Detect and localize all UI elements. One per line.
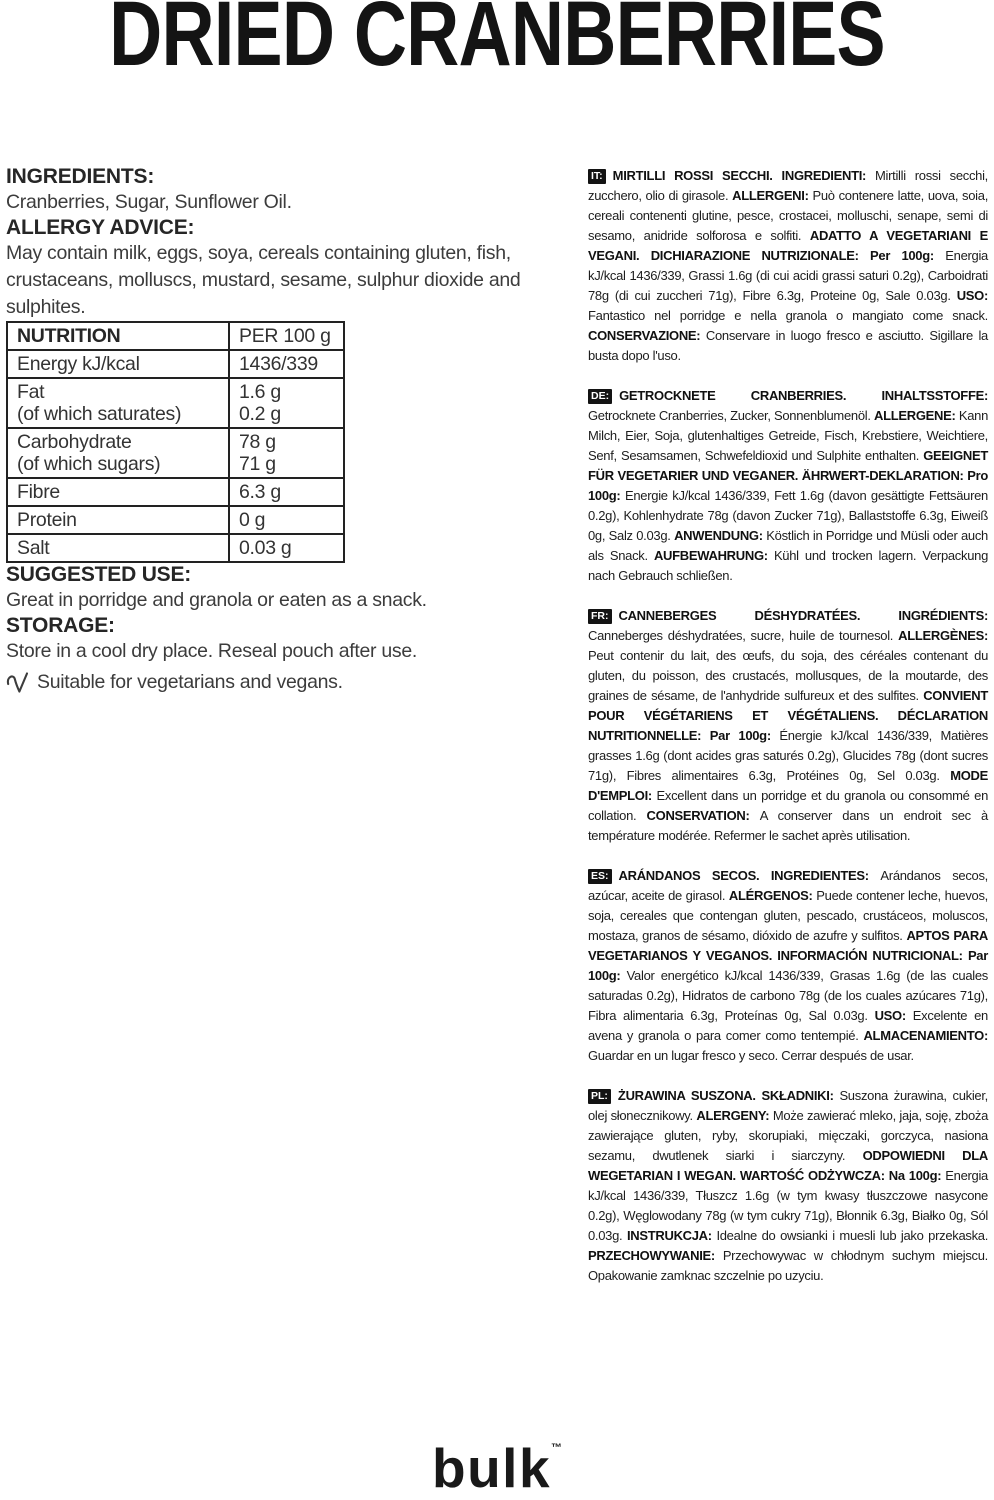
allergy-advice-heading: ALLERGY ADVICE: (6, 216, 195, 239)
nutrition-header-value: PER 100 g (229, 322, 344, 350)
language-badge-pl: PL: (588, 1089, 611, 1104)
nutrition-table (6, 321, 345, 563)
vegetarian-icon (6, 672, 29, 693)
storage-heading: STORAGE: (6, 614, 115, 637)
row-label: Carbohydrate (of which sugars) (7, 428, 229, 478)
section-italian (588, 166, 988, 366)
suggested-use-text: Great in porridge and granola or eaten as a snack. (6, 589, 427, 611)
section-spanish-text: ARÁNDANOS SECOS. INGREDIENTES: Arándanos secos, azúcar, aceite de girasol. ALÉRGENOS: Puede contener leche, huevos, soja, cereales que contengan gluten, pescado, crustáceos, moluscos, mostaza, granos de sésamo, dióxido de azufre y sulfitos. APTOS PARA VEGETARIANOS Y VEGANOS. INFORMACIÓN NUTRICIONAL: Par 100g: Valor energético kJ/kcal 1436/339, Grasas 1.6g (de las cuales saturadas 0.2g), Hidratos de carbono 78g (de los cuales azúcares 71g), Fibra alimentaria 6.3g, Proteínas 0g, Sal 0.03g. USO: Excelente en avena y granola o para comer como tentempié. ALMACENAMIENTO: Guardar en un lugar fresco y seco. Cerrar después de usar. (588, 868, 988, 1063)
language-badge-it: IT: (588, 169, 606, 184)
section-polish (588, 1086, 988, 1286)
trademark-symbol: ™ (551, 1442, 563, 1454)
allergy-advice-text: May contain milk, eggs, soya, cereals containing gluten, fish, crustaceans, molluscs, mustard, sesame, sulphur dioxide and sulphites. (6, 242, 521, 318)
suggested-use-heading: SUGGESTED USE: (6, 563, 192, 586)
product-title: DRIED CRANBERRIES (109, 0, 885, 85)
bulk-logo: bulk (431, 1437, 552, 1499)
row-label: Salt (7, 534, 229, 562)
language-badge-es: ES: (588, 869, 612, 884)
section-french (588, 606, 988, 846)
storage-text: Store in a cool dry place. Reseal pouch after use. (6, 640, 417, 662)
nutrition-header-row (7, 322, 344, 350)
row-label: Fibre (7, 478, 229, 506)
section-italian-text: MIRTILLI ROSSI SECCHI. INGREDIENTI: Mirtilli rossi secchi, zucchero, olio di girasole. ALLERGENI: Può contenere latte, uova, soia, cereali contenenti glutine, pesce, crostacei, molluschi, senape, semi di sesamo, anidride solforosa e solfiti. ADATTO A VEGETARIANI E VEGANI. DICHIARAZIONE NUTRIZIONALE: Per 100g: Energia kJ/kcal 1436/339, Grassi 1.6g (di cui acidi grassi saturi 0.2g), Carboidrati 78g (di cui zuccheri 71g), Fibre 6.3g, Proteine 0g, Sale 0.03g. USO: Fantastico nel porridge e nella granola o mangiato come snack. CONSERVAZIONE: Conservare in luogo fresco e asciutto. Sigillare la busta dopo l'uso. (588, 168, 989, 363)
section-polish-text: ŻURAWINA SUSZONA. SKŁADNIKI: Suszona żurawina, cukier, olej słonecznikowy. ALERGENY: Może zawierać mleko, jaja, soję, zboża zawierające gluten, ryby, skorupiaki, mięczaki, gorczyca, nasiona sezamu, dwutlenek siarki i siarczyny. ODPOWIEDNI DLA WEGETARIAN I WEGAN. WARTOŚĆ ODŻYWCZA: Na 100g: Energia kJ/kcal 1436/339, Tłuszcz 1.6g (w tym kwasy tłuszczowe nasycone 0.2g), Węglowodany 78g (w tym cukry 71g), Błonnik 6.3g, Białko 0g, Sól 0.03g. INSTRUKCJA: Idealne do owsianki i muesli lub jako przekaska. PRZECHOWYWANIE: Przechowywac w chłodnym suchym miejscu. Opakowanie zamknac szczelnie po uzyciu. (588, 1088, 989, 1283)
table-row-fibre (7, 478, 344, 506)
english-panel (6, 165, 578, 694)
multilingual-panel (588, 166, 988, 1306)
row-label: Protein (7, 506, 229, 534)
row-label: Fat (of which saturates) (7, 378, 229, 428)
table-row-carbohydrate (7, 428, 344, 478)
table-row-energy (7, 350, 344, 378)
language-badge-de: DE: (588, 389, 612, 404)
row-value: 0 g (229, 506, 344, 534)
vegetarian-note-text: Suitable for vegetarians and vegans. (37, 671, 343, 693)
section-german-text: GETROCKNETE CRANBERRIES. INHALTSSTOFFE: Getrocknete Cranberries, Zucker, Sonnenblumenöl. ALLERGENE: Kann Milch, Eier, Soja, glutenhaltiges Getreide, Fisch, Krebstiere, Weichtiere, Senf, Sesamsamen, Schwefeldioxid und Sulphite enthalten. GEEIGNET FÜR VEGETARIER UND VEGANER. ÄHRWERT-DEKLARATION: Pro 100g: Energie kJ/kcal 1436/339, Fett 1.6g (davon gesättigte Fettsäuren 0.2g), Kohlenhydrate 78g (davon Zucker 71g), Ballaststoffe 6.3g, Eiweiß 0g, Salz 0.03g. ANWENDUNG: Köstlich in Porridge und Müsli oder auch als Snack. AUFBEWAHRUNG: Kühl und trocken lagern. Verpackung nach Gebrauch schließen. (588, 388, 989, 583)
brand-footer (0, 1437, 994, 1499)
vegetarian-note (6, 671, 578, 694)
table-row-fat (7, 378, 344, 428)
ingredients-heading: INGREDIENTS: (6, 165, 155, 188)
nutrition-header-label: NUTRITION (7, 322, 229, 350)
table-row-protein (7, 506, 344, 534)
section-german (588, 386, 988, 586)
row-value: 0.03 g (229, 534, 344, 562)
row-value: 78 g 71 g (229, 428, 344, 478)
section-french-text: CANNEBERGES DÉSHYDRATÉES. INGRÉDIENTS: Canneberges déshydratées, sucre, huile de tournesol. ALLERGÈNES: Peut contenir du lait, des œufs, du soja, des céréales contenant du gluten, du poisson, des crustacés, mollusques, de la moutarde, des graines de sésame, de l'anhydride sulfureux et des sulfites. CONVIENT POUR VÉGÉTARIENS ET VÉGÉTALIENS. DÉCLARATION NUTRITIONNELLE: Par 100g: Énergie kJ/kcal 1436/339, Matières grasses 1.6g (dont acides gras saturés 0.2g), Glucides 78g (dont sucres 71g), Fibres alimentaires 6.3g, Protéines 0g, Sel 0.03g. MODE D'EMPLOI: Excellent dans un porridge et du granola ou consommé en collation. CONSERVATION: A conserver dans un endroit sec à température modérée. Refermer le sachet après utilisation. (588, 608, 988, 843)
language-badge-fr: FR: (588, 609, 612, 624)
ingredients-text: Cranberries, Sugar, Sunflower Oil. (6, 191, 292, 213)
section-spanish (588, 866, 988, 1066)
row-value: 6.3 g (229, 478, 344, 506)
row-value: 1.6 g 0.2 g (229, 378, 344, 428)
table-row-salt (7, 534, 344, 562)
row-value: 1436/339 (229, 350, 344, 378)
row-label: Energy kJ/kcal (7, 350, 229, 378)
